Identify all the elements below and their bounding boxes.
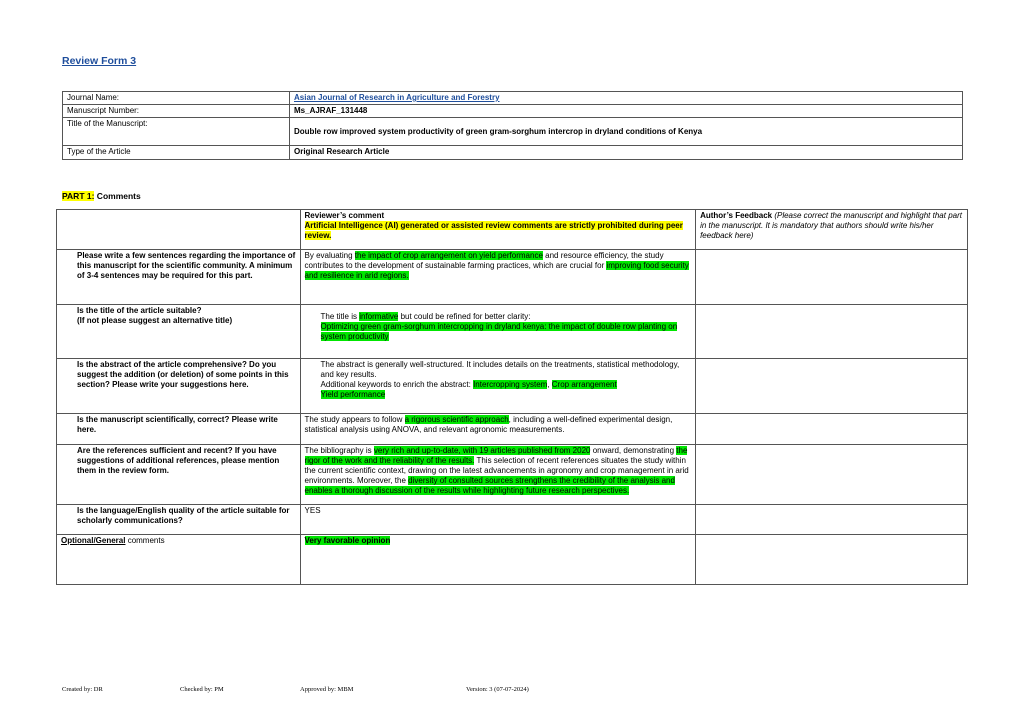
general-label-suffix: comments xyxy=(125,536,165,545)
text: This selection of recent references situates the study within the current scientific context, drawing on the latest advancements in agronomy and crop management in arid environments. Moreover, the xyxy=(304,456,689,485)
journal-label: Journal Name: xyxy=(63,92,290,105)
title-line xyxy=(305,312,692,322)
form-title: Review Form 3 xyxy=(62,55,137,67)
feedback-references[interactable] xyxy=(696,445,968,505)
comment-scientific xyxy=(300,414,696,445)
abstract-summary: The abstract is generally well-structured. It includes details on the treatments, statistical methodology, and key results. xyxy=(320,360,680,379)
ai-notice: Artificial Intelligence (AI) generated or assisted review comments are strictly prohibited during peer review. xyxy=(304,221,683,240)
text: and resource efficiency, the study contributes to the development of sustainable farming practices, which are crucial for xyxy=(304,251,664,270)
comment-title xyxy=(300,305,696,359)
question-importance: Please write a few sentences regarding the importance of this manuscript for the scientific community. A minimum of 3-4 sentences may be required for this part. xyxy=(57,250,301,305)
question-abstract: Is the abstract of the article comprehensive? Do you suggest the addition (or deletion) of some points in this section? Please write your suggestions here. xyxy=(57,359,301,414)
text: Additional keywords to enrich the abstract: xyxy=(320,380,474,389)
highlight: a rigorous scientific approach xyxy=(404,415,509,424)
highlight: the impact of crop arrangement on yield performance xyxy=(354,251,543,260)
manuscript-title-value: Double row improved system productivity of green gram-sorghum intercrop in dryland conditions of Kenya xyxy=(290,118,963,146)
highlight: Crop arrangement xyxy=(551,380,617,389)
feedback-importance[interactable] xyxy=(696,250,968,305)
feedback-general[interactable] xyxy=(696,535,968,585)
feedback-title[interactable] xyxy=(696,305,968,359)
footer-created: Created by: DR xyxy=(62,686,103,693)
manuscript-number-value: Ms_AJRAF_131448 xyxy=(290,105,963,118)
text: , xyxy=(547,380,552,389)
general-label-underlined: Optional/General xyxy=(61,536,126,545)
author-note: (Please correct the manuscript and highlight that part in the manuscript. It is mandatory that authors should write his/her feedback here) xyxy=(700,211,962,240)
manuscript-number-label: Manuscript Number: xyxy=(63,105,290,118)
reviewer-header xyxy=(300,210,696,250)
feedback-language[interactable] xyxy=(696,505,968,535)
question-references: Are the references sufficient and recent? If you have suggestions of additional references, please mention them in the review form. xyxy=(57,445,301,505)
article-type-label: Type of the Article xyxy=(63,146,290,160)
highlight: Intercropping system xyxy=(473,380,548,389)
manuscript-info-table xyxy=(62,91,963,160)
journal-link[interactable]: Asian Journal of Research in Agriculture and Forestry xyxy=(294,93,500,102)
text: The bibliography is xyxy=(304,446,374,455)
question-language: Is the language/English quality of the article suitable for scholarly communications? xyxy=(57,505,301,535)
text: The title is xyxy=(320,312,360,321)
highlight: Optimizing green gram-sorghum intercropping in dryland kenya: the impact of double row planting on system productivity xyxy=(320,322,678,341)
feedback-scientific[interactable] xyxy=(696,414,968,445)
highlight: Yield performance xyxy=(320,390,386,399)
highlight: very rich and up-to-date, with 19 articles published from 2020 xyxy=(373,446,591,455)
article-type-value: Original Research Article xyxy=(290,146,963,160)
footer-checked: Checked by: PM xyxy=(180,686,224,693)
part-label: PART 1: xyxy=(62,191,95,201)
comment-abstract xyxy=(300,359,696,414)
footer-approved: Approved by: MBM xyxy=(300,686,354,693)
manuscript-title-label: Title of the Manuscript: xyxy=(63,118,290,146)
highlight: diversity of consulted sources strengthens the credibility of the analysis and enables a thorough discussion of the results while highlighting future research perspectives. xyxy=(304,476,675,495)
text: The study appears to follow xyxy=(304,415,405,424)
footer-version: Version: 3 (07-07-2024) xyxy=(466,686,529,693)
comment-importance xyxy=(300,250,696,305)
abstract-keywords xyxy=(305,380,692,400)
review-comments-table xyxy=(56,209,968,585)
highlight: informative xyxy=(359,312,399,321)
reviewer-title: Reviewer’s comment xyxy=(304,211,385,220)
feedback-abstract[interactable] xyxy=(696,359,968,414)
general-comments-label xyxy=(57,535,301,585)
highlight: improving food security and resilience in arid regions. xyxy=(304,261,689,280)
author-title: Author’s Feedback xyxy=(700,211,773,220)
author-header xyxy=(696,210,968,250)
comment-general xyxy=(300,535,696,585)
text: , including a well-defined experimental design, statistical analysis using ANOVA, and relevant agronomic measurements. xyxy=(304,415,673,434)
header-empty-cell xyxy=(57,210,301,250)
comment-references xyxy=(300,445,696,505)
text: onward, demonstrating xyxy=(590,446,677,455)
highlight: the rigor of the work and the reliability of the results. xyxy=(304,446,688,465)
comment-language: YES xyxy=(300,505,696,535)
title-suggestion xyxy=(305,322,692,342)
text: By evaluating xyxy=(304,251,355,260)
part-heading xyxy=(62,191,141,201)
question-scientific: Is the manuscript scientifically, correct? Please write here. xyxy=(57,414,301,445)
text: but could be refined for better clarity: xyxy=(398,312,531,321)
general-answer: Very favorable opinion xyxy=(304,536,391,545)
part-text: Comments xyxy=(94,191,141,201)
question-title: Is the title of the article suitable? (If not please suggest an alternative title) xyxy=(57,305,301,359)
